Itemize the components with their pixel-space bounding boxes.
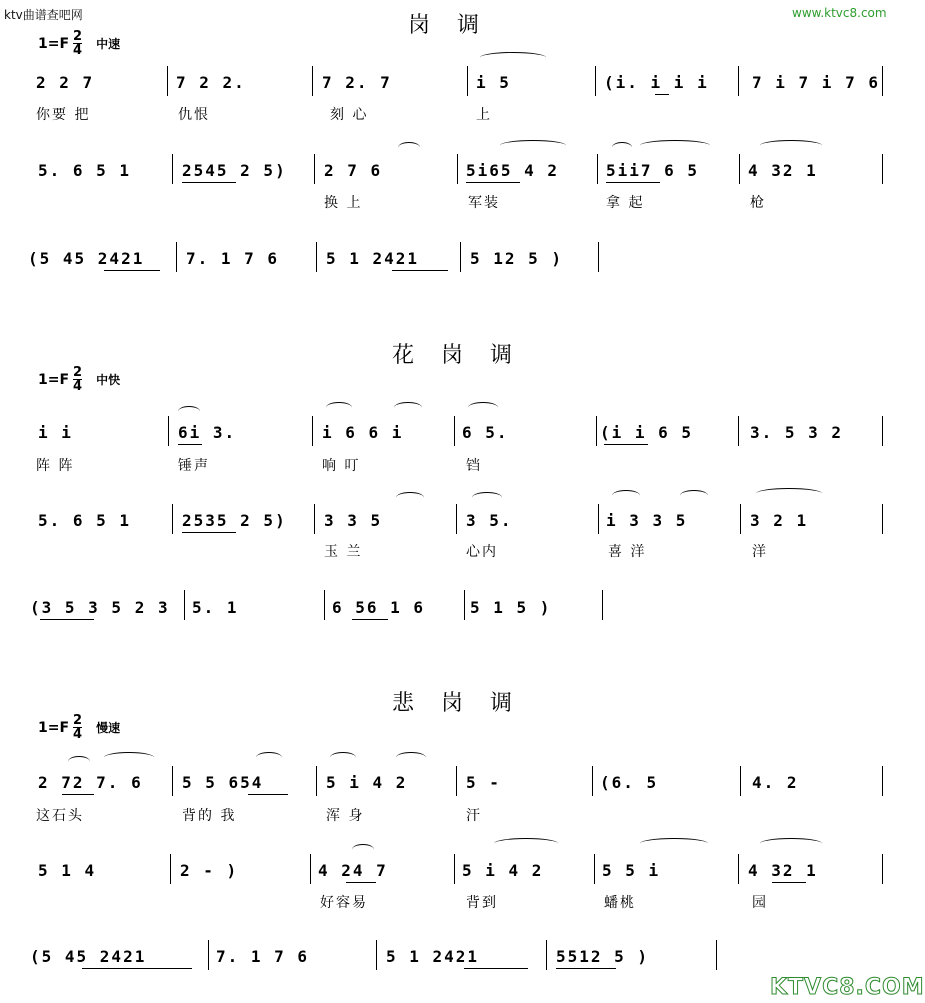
slur xyxy=(68,756,90,767)
barline xyxy=(598,242,599,272)
slur xyxy=(398,142,420,153)
measure: 4 24 7 xyxy=(318,861,388,880)
beam xyxy=(248,794,288,795)
key-signature: 1=F $\frac{2}{4}$ 中速 xyxy=(38,29,121,58)
barline xyxy=(740,504,741,534)
measure: i 5 xyxy=(476,73,511,92)
barline xyxy=(546,940,547,970)
lyric: 拿 起 xyxy=(606,195,645,211)
barline xyxy=(598,504,599,534)
lyric: 洋 xyxy=(752,544,768,560)
barline xyxy=(595,66,596,96)
slur xyxy=(326,402,352,413)
beam xyxy=(82,968,192,969)
beam xyxy=(178,444,202,445)
measure: 5512 5 ) xyxy=(556,947,650,966)
slur xyxy=(396,752,426,763)
barline xyxy=(170,854,171,884)
measure: 3 2 1 xyxy=(750,511,809,530)
barline xyxy=(592,766,593,796)
slur xyxy=(352,844,374,855)
barline xyxy=(314,154,315,184)
measure: 5. 6 5 1 xyxy=(38,161,132,180)
measure: 7. 1 7 6 xyxy=(186,249,280,268)
barline xyxy=(324,590,325,620)
tempo-marking: 慢速 xyxy=(96,721,121,735)
barline xyxy=(460,242,461,272)
measure: 5 - xyxy=(466,773,501,792)
measure: (5 45 2421 xyxy=(30,947,147,966)
barline xyxy=(172,154,173,184)
beam xyxy=(392,270,448,271)
barline xyxy=(316,242,317,272)
slur xyxy=(500,140,566,151)
beam xyxy=(606,182,660,183)
beam xyxy=(655,94,669,95)
barline xyxy=(457,154,458,184)
beam xyxy=(352,619,388,620)
lyric: 你要 把 xyxy=(36,107,91,123)
measure: (3 5 3 5 2 3 xyxy=(30,598,170,617)
measure: (i. i i i xyxy=(604,73,709,92)
lyric: 响 叮 xyxy=(322,458,361,474)
measure: 5 1 2421 xyxy=(326,249,420,268)
barline xyxy=(172,504,173,534)
lyric: 心内 xyxy=(466,544,498,560)
lyric: 铛 xyxy=(466,458,482,474)
beam xyxy=(772,882,806,883)
barline xyxy=(316,766,317,796)
measure: (i i 6 5 xyxy=(600,423,694,442)
barline xyxy=(312,66,313,96)
slur xyxy=(394,402,422,413)
measure: 5ii7 6 5 xyxy=(606,161,700,180)
barline xyxy=(602,590,603,620)
barline xyxy=(882,504,883,534)
slur xyxy=(256,752,282,763)
measure: 2535 2 5) xyxy=(182,511,287,530)
slur xyxy=(640,838,708,849)
measure: 5 1 5 ) xyxy=(470,598,552,617)
measure: 5 5 654 xyxy=(182,773,264,792)
barline xyxy=(738,854,739,884)
barline xyxy=(716,940,717,970)
lyric: 锤声 xyxy=(178,458,210,474)
watermark-right: www.ktvc8.com xyxy=(792,6,887,20)
lyric: 这石头 xyxy=(36,808,84,824)
measure: 6 56 1 6 xyxy=(332,598,426,617)
barline xyxy=(184,590,185,620)
lyric: 园 xyxy=(752,895,768,911)
measure: 5i65 4 2 xyxy=(466,161,560,180)
barline xyxy=(597,154,598,184)
barline xyxy=(739,154,740,184)
measure: 6i 3. xyxy=(178,423,237,442)
barline xyxy=(314,504,315,534)
lyric: 枪 xyxy=(750,195,766,211)
measure: 3 3 5 xyxy=(324,511,383,530)
measure: (6. 5 xyxy=(600,773,659,792)
key-signature: 1=F $\frac{2}{4}$ 慢速 xyxy=(38,713,121,742)
barline xyxy=(456,504,457,534)
barline xyxy=(456,766,457,796)
measure: 2 7 6 xyxy=(324,161,383,180)
piece-title: 花 岗 调 xyxy=(392,343,522,368)
barline xyxy=(738,416,739,446)
measure: 5 1 2421 xyxy=(386,947,480,966)
slur xyxy=(760,140,822,151)
measure: 5 1 4 xyxy=(38,861,97,880)
barline xyxy=(738,66,739,96)
measure: i i xyxy=(38,423,73,442)
barline xyxy=(882,416,883,446)
beam xyxy=(182,182,236,183)
measure: 5 i 4 2 xyxy=(326,773,408,792)
measure: 2 72 7. 6 xyxy=(38,773,143,792)
beam xyxy=(464,968,528,969)
measure: 5 5 i xyxy=(602,861,661,880)
slur xyxy=(396,492,424,503)
measure: 4. 2 xyxy=(752,773,799,792)
barline xyxy=(467,66,468,96)
lyric: 汗 xyxy=(466,808,482,824)
barline xyxy=(172,766,173,796)
lyric: 刻 心 xyxy=(330,107,369,123)
barline xyxy=(454,416,455,446)
barline xyxy=(464,590,465,620)
slur xyxy=(612,142,632,153)
slur xyxy=(480,52,546,63)
barline xyxy=(454,854,455,884)
piece-title: 悲 岗 调 xyxy=(392,691,522,716)
lyric: 阵 阵 xyxy=(36,458,75,474)
beam xyxy=(556,968,616,969)
piece-title: 岗 调 xyxy=(408,13,489,38)
measure: 7 i 7 i 7 6 xyxy=(752,73,880,92)
slur xyxy=(468,402,498,413)
barline xyxy=(596,416,597,446)
key-signature: 1=F $\frac{2}{4}$ 中快 xyxy=(38,365,121,394)
barline xyxy=(594,854,595,884)
lyric: 上 xyxy=(476,107,492,123)
tempo-marking: 中速 xyxy=(96,37,121,51)
lyric: 换 上 xyxy=(324,195,363,211)
beam xyxy=(62,794,94,795)
barline xyxy=(176,242,177,272)
lyric: 浑 身 xyxy=(326,808,365,824)
beam xyxy=(604,444,648,445)
lyric: 背到 xyxy=(466,895,498,911)
tempo-marking: 中快 xyxy=(96,373,121,387)
slur xyxy=(178,406,200,417)
measure: 4 32 1 xyxy=(748,161,818,180)
lyric: 背的 我 xyxy=(182,808,237,824)
barline xyxy=(740,766,741,796)
slur xyxy=(472,492,502,503)
beam xyxy=(466,182,520,183)
measure: i 3 3 5 xyxy=(606,511,688,530)
barline xyxy=(376,940,377,970)
slur xyxy=(760,838,822,849)
lyric: 军装 xyxy=(468,195,500,211)
beam xyxy=(346,882,376,883)
lyric: 仇恨 xyxy=(178,107,210,123)
barline xyxy=(167,66,168,96)
beam xyxy=(104,270,160,271)
beam xyxy=(40,619,94,620)
measure: 7 2. 7 xyxy=(322,73,392,92)
measure: 5. 1 xyxy=(192,598,239,617)
barline xyxy=(310,854,311,884)
slur xyxy=(640,140,710,151)
barline xyxy=(168,416,169,446)
measure: 2545 2 5) xyxy=(182,161,287,180)
barline xyxy=(882,66,883,96)
measure: 5 12 5 ) xyxy=(470,249,564,268)
measure: 3 5. xyxy=(466,511,513,530)
barline xyxy=(882,766,883,796)
barline xyxy=(882,154,883,184)
measure: 7 2 2. xyxy=(176,73,246,92)
watermark-left: ktv曲谱查吧网 xyxy=(4,8,83,22)
measure: (5 45 2421 xyxy=(28,249,145,268)
measure: 4 32 1 xyxy=(748,861,818,880)
slur xyxy=(104,752,154,763)
slur xyxy=(680,490,708,501)
barline xyxy=(882,854,883,884)
measure: 3. 5 3 2 xyxy=(750,423,844,442)
barline xyxy=(208,940,209,970)
measure: i 6 6 i xyxy=(322,423,404,442)
measure: 7. 1 7 6 xyxy=(216,947,310,966)
slur xyxy=(612,490,640,501)
slur xyxy=(494,838,558,849)
lyric: 玉 兰 xyxy=(324,544,363,560)
measure: 2 - ) xyxy=(180,861,239,880)
measure: 2 2 7 xyxy=(36,73,95,92)
lyric: 蟠桃 xyxy=(604,895,636,911)
slur xyxy=(756,488,822,499)
lyric: 好容易 xyxy=(320,895,368,911)
measure: 6 5. xyxy=(462,423,509,442)
watermark-bottom-logo: KTVC8.COM xyxy=(770,975,925,1000)
measure: 5 i 4 2 xyxy=(462,861,544,880)
barline xyxy=(312,416,313,446)
measure: 5. 6 5 1 xyxy=(38,511,132,530)
slur xyxy=(330,752,356,763)
beam xyxy=(182,532,236,533)
lyric: 喜 洋 xyxy=(608,544,647,560)
